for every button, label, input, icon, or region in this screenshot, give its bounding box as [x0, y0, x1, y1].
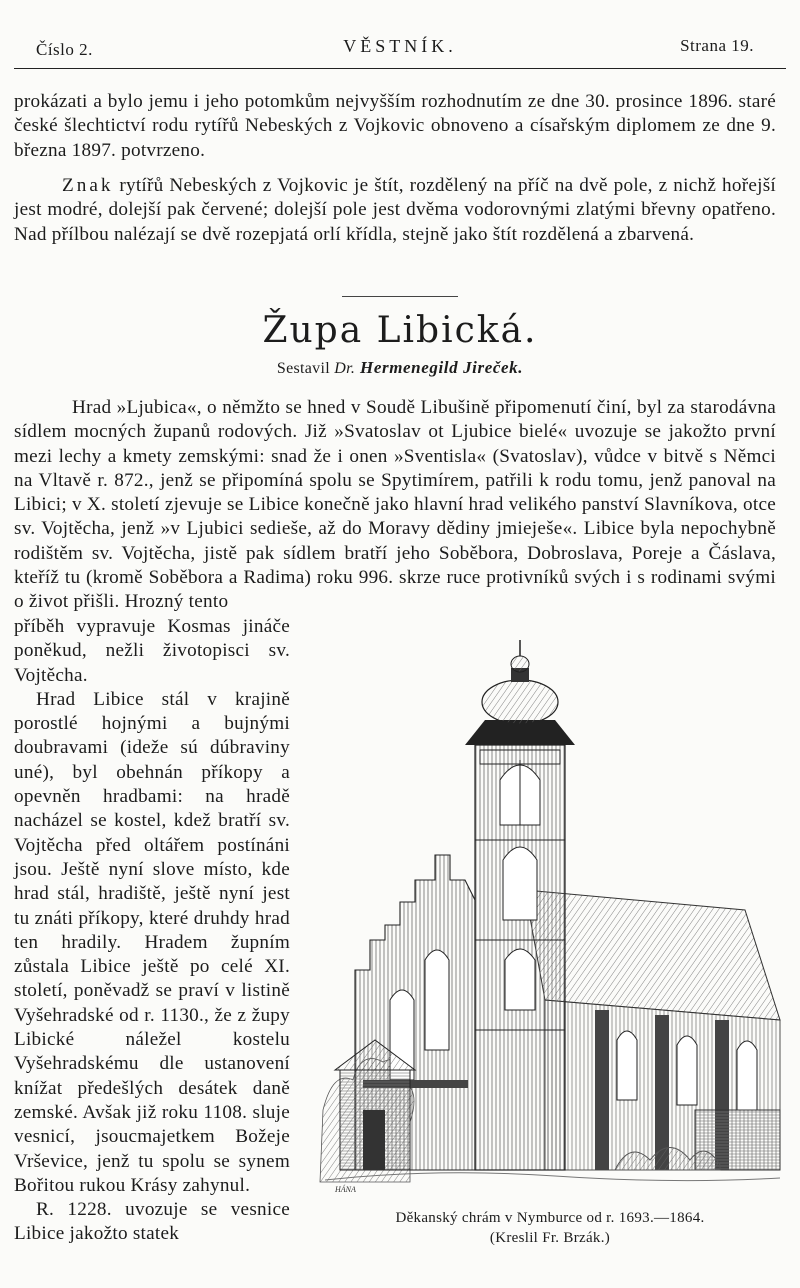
article-title: Župa Libická.: [262, 310, 538, 351]
continuation-paragraph-2: [14, 174, 776, 247]
page-number: Strana 19.: [680, 36, 754, 55]
byline-author: Hermenegild Jireček.: [355, 358, 524, 377]
byline-prefix: Sestavil: [276, 360, 335, 377]
byline-title: Dr.: [334, 360, 356, 377]
section-divider: [342, 296, 458, 297]
paragraph-2-text: rytířů Nebeských z Vojkovic je štít, rozdělený na příč na dvě pole, z nichž hořejší jest modré, dolejší pak červené; dolejší pole jest dvěma vodorovnými zlatými břevny opatřeno. Nad přílbou nalézají se dvě rozepjatá orlí křídla, stejně jako štít rozdělená a zbarvená.: [14, 175, 776, 245]
church-drawing: [315, 640, 785, 1200]
article-paragraph-1: Hrad »Ljubica«, o němžto se hned v Soudě Libušině připomenutí činí, byl za starodávna sídlem mocných županů rodových. Již »Svatoslav ot Ljubice bielé« uvozuje se jakožto první mezi lechy a kmety zemskými: snad že i onen »Sventisla« (Svatoslav), vůdce v bitvě s Němci na Vltavě r. 872., jenž se připomíná spolu se Spytimírem, patřili k rodu tomu, jenž panoval na Libici; v X. století zjevuje se Libice konečně jako hlavní hrad velikého panství Slavníkova, otce sv. Vojtěcha, jenž »v Ljubici sedieše, až do Moravy dědiny jmieješe«. Libice byla nepochybně rodištěm sv. Vojtěcha, jistě pak sídlem bratří jeho Soběbora, Dobroslava, Poreje a Čáslava, kteříž tu (kromě Soběbora a Radima) roku 996. skrze ruce protivníků svých i s rodinami svými o život přišli. Hrozný tento: [14, 397, 776, 613]
journal-title: VĚSTNÍK.: [343, 36, 457, 56]
continuation-paragraph-1: prokázati a bylo jemu i jeho potomkům nejvyšším rozhodnutím ze dne 30. prosince 1896. staré české šlechtictví rodu rytířů Nebeských z Vojkovic obnoveno a císařským diplomem ze dne 9. března 1897. potvrzeno.: [14, 91, 776, 161]
issue-number: Číslo 2.: [36, 40, 93, 59]
left-column: [14, 615, 290, 1247]
left-column-paragraph-2: Hrad Libice stál v krajině porostlé hojnými a bujnými doubravami (ideže sú dúbraviny uné), byl obehnán příkopy a opevněn hradbami: na hradě nacházel se kostel, kdež bratří sv. Vojtěcha před oltářem postínáni jsou. Ještě nyní slove místo, kde hrad stál, hradiště, ještě nyní jest tu znáti příkopy, které druhdy hrad ten hradily. Hradem župním zůstala Libice ještě po celé XI. století, poněvadž se praví v listině Vyšehradské od r. 1130., že z župy Libické náležel kostelu Vyšehradskému dle ustanovení knížat předešlých desátek daně zemské. Avšak již roku 1108. sluje vesnicí, jsoucmajetkem Božeje Vrševice, jenž tu spolu se synem Bořitou rukou Krásy zahynul.: [14, 688, 290, 1196]
article-byline: [0, 358, 800, 378]
caption-credit: (Kreslil Fr. Brzák.): [489, 1230, 611, 1246]
running-header: [14, 34, 786, 69]
left-column-paragraph-3: R. 1228. uvozuje se vesnice Libice jakožto statek: [14, 1199, 290, 1245]
caption-title: Děkanský chrám v Nymburce od r. 1693.—1864.: [395, 1210, 705, 1226]
figure-caption: [315, 1208, 785, 1248]
church-illustration: [315, 640, 785, 1200]
artist-signature: HÁNA: [335, 1185, 356, 1194]
left-column-paragraph-1: příběh vypravuje Kosmas jináče poněkud, nežli životopisci sv. Vojtěcha.: [14, 616, 290, 686]
paragraph-lead-word: Znak: [62, 175, 114, 196]
